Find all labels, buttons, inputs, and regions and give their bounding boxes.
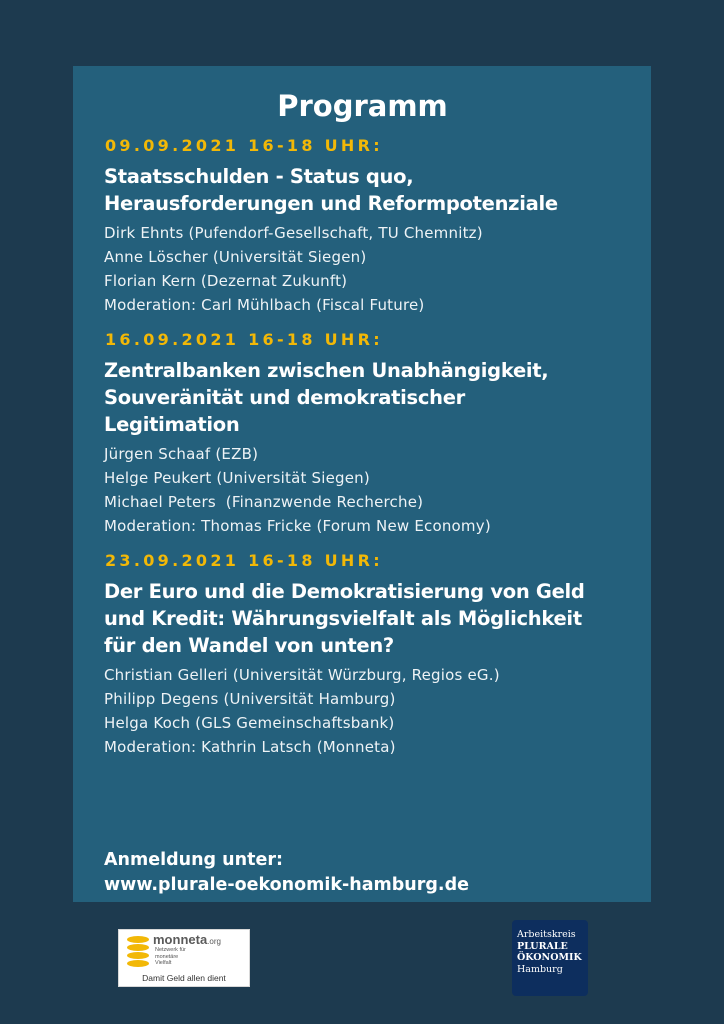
- speaker-line: Christian Gelleri (Universität Würzburg, Regios eG.): [104, 666, 500, 684]
- session-title-line: Legitimation: [104, 413, 240, 436]
- moderation-line: Moderation: Carl Mühlbach (Fiscal Future): [104, 296, 425, 314]
- session-2: [104, 329, 621, 538]
- session-title-line: Herausforderungen und Reformpotenziale: [104, 192, 558, 215]
- monneta-subtitle: Netzwerk für monetäre Vielfalt: [155, 947, 186, 966]
- coin-stack-icon: [127, 936, 149, 966]
- moderation-line: Moderation: Kathrin Latsch (Monneta): [104, 738, 396, 756]
- monneta-tagline: Damit Geld allen dient: [142, 973, 226, 983]
- session-date: 09.09.2021 16-18 UHR:: [105, 136, 383, 155]
- session-title-line: Souveränität und demokratischer: [104, 386, 465, 409]
- session-title-line: Der Euro und die Demokratisierung von Geld: [104, 580, 585, 603]
- registration-link[interactable]: www.plurale-oekonomik-hamburg.de: [104, 875, 469, 895]
- speaker-line: Dirk Ehnts (Pufendorf-Gesellschaft, TU Chemnitz): [104, 224, 483, 242]
- ak-plurale-oekonomik-logo: Arbeitskreis PLURALE ÖKONOMIK Hamburg: [512, 920, 588, 996]
- session-title-line: Zentralbanken zwischen Unabhängigkeit,: [104, 359, 549, 382]
- session-title-line: und Kredit: Währungsvielfalt als Möglichkeit: [104, 607, 582, 630]
- moderation-line: Moderation: Thomas Fricke (Forum New Economy): [104, 517, 491, 535]
- speaker-line: Anne Löscher (Universität Siegen): [104, 248, 367, 266]
- session-date: 23.09.2021 16-18 UHR:: [105, 551, 383, 570]
- speaker-line: Helga Koch (GLS Gemeinschaftsbank): [104, 714, 395, 732]
- speaker-line: Philipp Degens (Universität Hamburg): [104, 690, 396, 708]
- session-1: [104, 135, 621, 317]
- session-title: [104, 357, 621, 438]
- speaker-line: Helge Peukert (Universität Siegen): [104, 469, 370, 487]
- speaker-line: Florian Kern (Dezernat Zukunft): [104, 272, 348, 290]
- registration-label: Anmeldung unter:: [104, 850, 283, 870]
- monneta-brand: monneta.org: [153, 932, 221, 947]
- session-date: 16.09.2021 16-18 UHR:: [105, 330, 383, 349]
- session-title: [104, 163, 621, 217]
- speaker-line: Michael Peters (Finanzwende Recherche): [104, 493, 424, 511]
- monneta-logo: [118, 929, 250, 987]
- session-title-line: Staatsschulden - Status quo,: [104, 165, 414, 188]
- speaker-line: Jürgen Schaaf (EZB): [104, 445, 259, 463]
- registration: [104, 848, 469, 898]
- session-3: [104, 550, 621, 759]
- program-panel: [73, 66, 651, 902]
- session-title-line: für den Wandel von unten?: [104, 634, 394, 657]
- session-title: [104, 578, 621, 659]
- page-title: Programm: [277, 89, 448, 123]
